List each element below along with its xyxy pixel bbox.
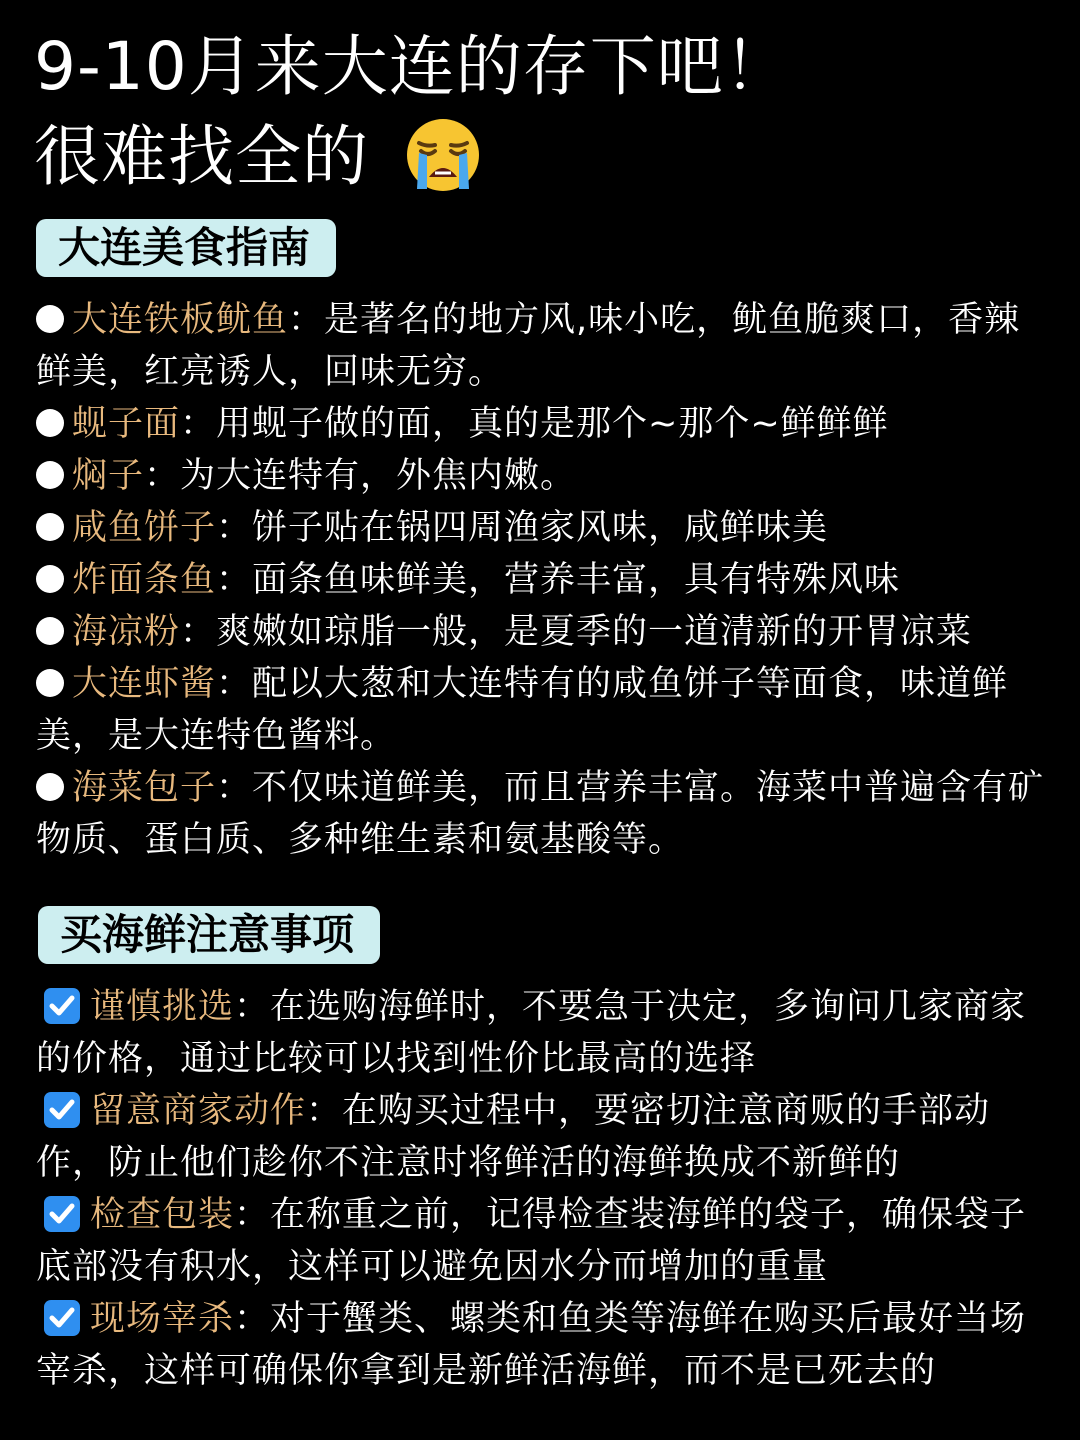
item-desc: 在称重之前，记得检查装海鲜的袋子，确保袋子底部没有积水，这样可以避免因水分而增加的重量 xyxy=(36,1195,1027,1287)
list-item xyxy=(36,554,1046,606)
seafood-tips-tag: 买海鲜注意事项 xyxy=(38,906,380,964)
item-sep: ： xyxy=(144,456,181,496)
food-guide-tag: 大连美食指南 xyxy=(36,219,336,277)
bullet-dot-icon xyxy=(36,565,64,593)
item-desc: 用蚬子做的面，真的是那个~那个~鲜鲜鲜 xyxy=(216,404,889,444)
item-desc: 在购买过程中，要密切注意商贩的手部动作，防止他们趁你不注意时将鲜活的海鲜换成不新鲜的 xyxy=(36,1091,991,1183)
item-name: 检查包装 xyxy=(90,1195,235,1235)
checkmark-icon xyxy=(44,1196,80,1232)
list-item xyxy=(36,398,1046,450)
item-sep: ： xyxy=(216,768,253,808)
checkmark-icon xyxy=(44,1092,80,1128)
item-sep: ： xyxy=(234,1299,271,1339)
crying-face-icon xyxy=(405,117,481,193)
item-name: 海凉粉 xyxy=(72,612,181,652)
bullet-dot-icon xyxy=(36,773,64,801)
item-name: 炸面条鱼 xyxy=(72,560,217,600)
bullet-dot-icon xyxy=(36,617,64,645)
item-name: 留意商家动作 xyxy=(90,1091,307,1131)
list-item xyxy=(36,294,1046,398)
item-name: 咸鱼饼子 xyxy=(72,508,217,548)
item-sep: ： xyxy=(234,1195,271,1235)
title-line-2 xyxy=(34,112,791,202)
list-item xyxy=(36,606,1046,658)
bullet-dot-icon xyxy=(36,409,64,437)
item-desc: 在选购海鲜时，不要急于决定，多询问几家商家的价格，通过比较可以找到性价比最高的选择 xyxy=(36,987,1027,1079)
bullet-dot-icon xyxy=(36,305,64,333)
item-name: 现场宰杀 xyxy=(90,1299,235,1339)
item-name: 大连虾酱 xyxy=(72,664,217,704)
page-title xyxy=(34,22,791,202)
bullet-dot-icon xyxy=(36,669,64,697)
item-name: 焖子 xyxy=(72,456,145,496)
checkmark-icon xyxy=(44,988,80,1024)
title-line-2-text: 很难找全的 xyxy=(34,118,369,195)
item-sep: ： xyxy=(216,508,253,548)
item-desc: 不仅味道鲜美，而且营养丰富。海菜中普遍含有矿物质、蛋白质、多种维生素和氨基酸等。 xyxy=(36,768,1045,860)
item-sep: ： xyxy=(216,664,253,704)
item-desc: 对于蟹类、螺类和鱼类等海鲜在购买后最好当场宰杀，这样可确保你拿到是新鲜活海鲜，而不是已死去的 xyxy=(36,1299,1027,1391)
list-item xyxy=(36,450,1046,502)
item-sep: ： xyxy=(180,612,217,652)
item-sep: ： xyxy=(180,404,217,444)
seafood-list xyxy=(36,981,1046,1397)
item-desc: 配以大葱和大连特有的咸鱼饼子等面食，味道鲜美，是大连特色酱料。 xyxy=(36,664,1009,756)
item-sep: ： xyxy=(216,560,253,600)
item-name: 蚬子面 xyxy=(72,404,181,444)
bullet-dot-icon xyxy=(36,513,64,541)
item-desc: 爽嫩如琼脂一般，是夏季的一道清新的开胃凉菜 xyxy=(216,612,973,652)
bullet-dot-icon xyxy=(36,461,64,489)
list-item xyxy=(36,1085,1046,1189)
checkmark-icon xyxy=(44,1300,80,1336)
list-item xyxy=(36,1189,1046,1293)
list-item xyxy=(36,502,1046,554)
item-desc: 是著名的地方风,味小吃，鱿鱼脆爽口，香辣鲜美，红亮诱人，回味无穷。 xyxy=(36,300,1021,392)
item-sep: ： xyxy=(306,1091,343,1131)
list-item xyxy=(36,981,1046,1085)
item-name: 谨慎挑选 xyxy=(90,987,235,1027)
item-desc: 面条鱼味鲜美，营养丰富，具有特殊风味 xyxy=(252,560,901,600)
item-name: 海菜包子 xyxy=(72,768,217,808)
list-item xyxy=(36,658,1046,762)
item-desc: 饼子贴在锅四周渔家风味，咸鲜味美 xyxy=(252,508,829,548)
food-list xyxy=(36,294,1046,866)
item-desc: 为大连特有，外焦内嫩。 xyxy=(180,456,577,496)
list-item xyxy=(36,762,1046,866)
item-sep: ： xyxy=(234,987,271,1027)
item-name: 大连铁板鱿鱼 xyxy=(72,300,289,340)
title-line-1: 9-10月来大连的存下吧！ xyxy=(34,28,791,105)
list-item xyxy=(36,1293,1046,1397)
item-sep: ： xyxy=(288,300,325,340)
